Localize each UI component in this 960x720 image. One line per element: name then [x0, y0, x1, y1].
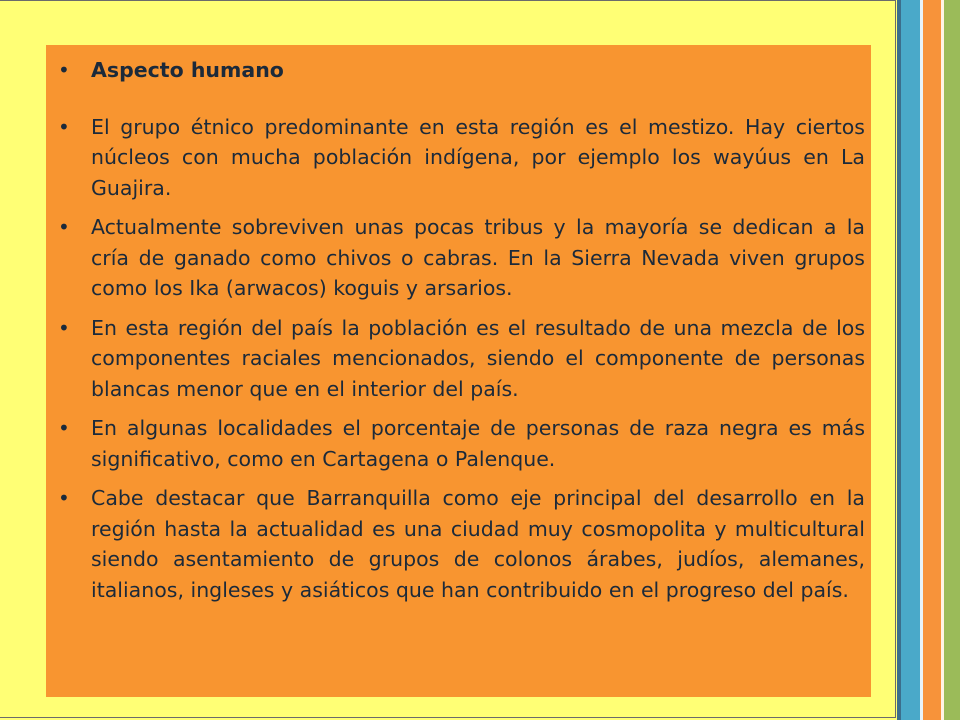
decorative-green-stripe — [944, 0, 960, 720]
bullet-list — [46, 55, 865, 605]
bullet-dot-icon: • — [58, 416, 70, 440]
section-title: Aspecto humano — [91, 58, 284, 82]
decorative-blue-stripe — [901, 0, 920, 720]
bullet-text: En algunas localidades el porcentaje de personas de raza negra es más significativo, como en Cartagena o Palenque. — [91, 416, 865, 471]
bullet-dot-icon: • — [58, 486, 70, 510]
bullet-text: Actualmente sobreviven unas pocas tribus y la mayoría se dedican a la cría de ganado como chivos o cabras. En la Sierra Nevada viven grupos como los Ika (arwacos) koguis y arsarios. — [91, 215, 865, 300]
bullet-dot-icon: • — [58, 315, 70, 340]
bullet-item — [46, 212, 865, 304]
bullet-heading — [46, 55, 865, 86]
bullet-text: El grupo étnico predominante en esta región es el mestizo. Hay ciertos núcleos con mucha población indígena, por ejemplo los wayúus en La Guajira. — [91, 114, 865, 200]
bullet-text: En esta región del país la población es el resultado de una mezcla de los componentes raciales mencionados, siendo el componente de personas blancas menor que en el interior del país. — [91, 315, 865, 401]
bullet-item — [46, 413, 865, 474]
bullet-item — [46, 313, 865, 405]
decorative-orange-stripe — [923, 0, 941, 720]
bullet-dot-icon: • — [58, 215, 70, 239]
bullet-item — [46, 112, 865, 204]
bullet-item — [46, 483, 865, 605]
bullet-dot-icon: • — [58, 58, 70, 82]
bullet-dot-icon: • — [58, 114, 70, 139]
content-box — [46, 45, 871, 697]
bullet-text: Cabe destacar que Barranquilla como eje principal del desarrollo en la región hasta la actualidad es una ciudad muy cosmopolita y multicultural siendo asentamiento de grupos de colonos árabes, judíos, alemanes, italianos, ingleses y asiáticos que han contribuido en el progreso del país. — [91, 486, 865, 602]
